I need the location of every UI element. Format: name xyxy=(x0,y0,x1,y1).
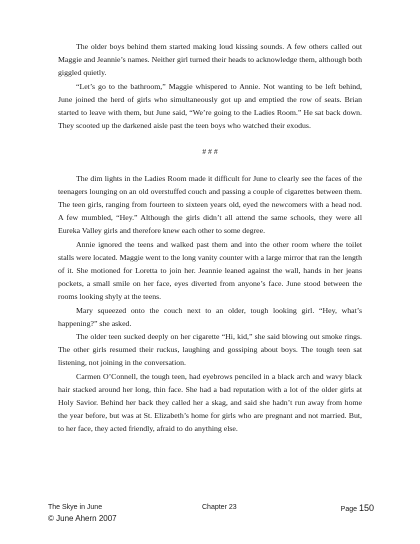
paragraph-3: The dim lights in the Ladies Room made it difficult for June to clearly see the faces of the teenagers lounging on an old overstuffed couch and passing a couple of cigarettes between them. The teen girls, ranging from fourteen to sixteen years old, eyed the newcomers with a head nod. A few mumbled, “Hey.” Although the girls didn’t all attend the same schools, they were all Eureka Valley girls and therefore knew each other to some degree. xyxy=(58,173,362,236)
paragraph-4: Annie ignored the teens and walked past them and into the other room where the toilet stalls were located. Maggie went to the long vanity counter with a large mirror that ran the length of it. She motioned for Loretta to join her. Jeannie leaned against the wall, hands in her jeans pockets, a small smile on her face, eyes diverted from anyone’s face. June stood between the rooms looking shyly at the teens. xyxy=(58,239,362,302)
paragraph-1: The older boys behind them started making loud kissing sounds. A few others called out Maggie and Jeannie’s names. Neither girl turned their heads to acknowledge them, although both giggled quietly. xyxy=(58,42,362,78)
chapter-body-text xyxy=(58,40,362,436)
paragraph-7: Carmen O’Connell, the tough teen, had eyebrows penciled in a black arch and wavy black hair stacked around her long, thin face. She had a bad reputation with a lot of the older girls at Holy Savior. Behind her back they called her a skag, and said she hadn’t run away from home the year before, but was at St. Elizabeth’s home for girls who are pregnant and not married. But, to her face, they acted friendly, afraid to do anything else. xyxy=(58,371,362,434)
paragraph-2: “Let’s go to the bathroom,” Maggie whispered to Annie. Not wanting to be left behind, June joined the herd of girls who simultaneously got up and emptied the row of seats. Brian started to leave with them, but June said, “We’re going to the Ladies Room.” He sat back down. They scooted up the darkened aisle past the teen boys who watched their exodus. xyxy=(58,81,362,131)
page-footer xyxy=(48,504,374,528)
page-label: Page xyxy=(340,506,358,513)
footer-page-number xyxy=(341,503,374,513)
paragraph-6: The older teen sucked deeply on her cigarette “Hi, kid,” she said blowing out smoke rings. The other girls resumed their ruckus, laughing and gossiping about boys. The tough teen sat listening, not joining in the conversation. xyxy=(58,332,362,368)
footer-copyright: © June Ahern 2007 xyxy=(48,514,117,523)
footer-book-title: The Skye in June xyxy=(48,504,103,511)
scene-break: # # # xyxy=(202,147,218,157)
page-number-value: 150 xyxy=(358,503,374,513)
footer-chapter: Chapter 23 xyxy=(202,504,237,511)
paragraph-5: Mary squeezed onto the couch next to an older, tough looking girl. “Hey, what’s happening?” she asked. xyxy=(58,305,362,328)
